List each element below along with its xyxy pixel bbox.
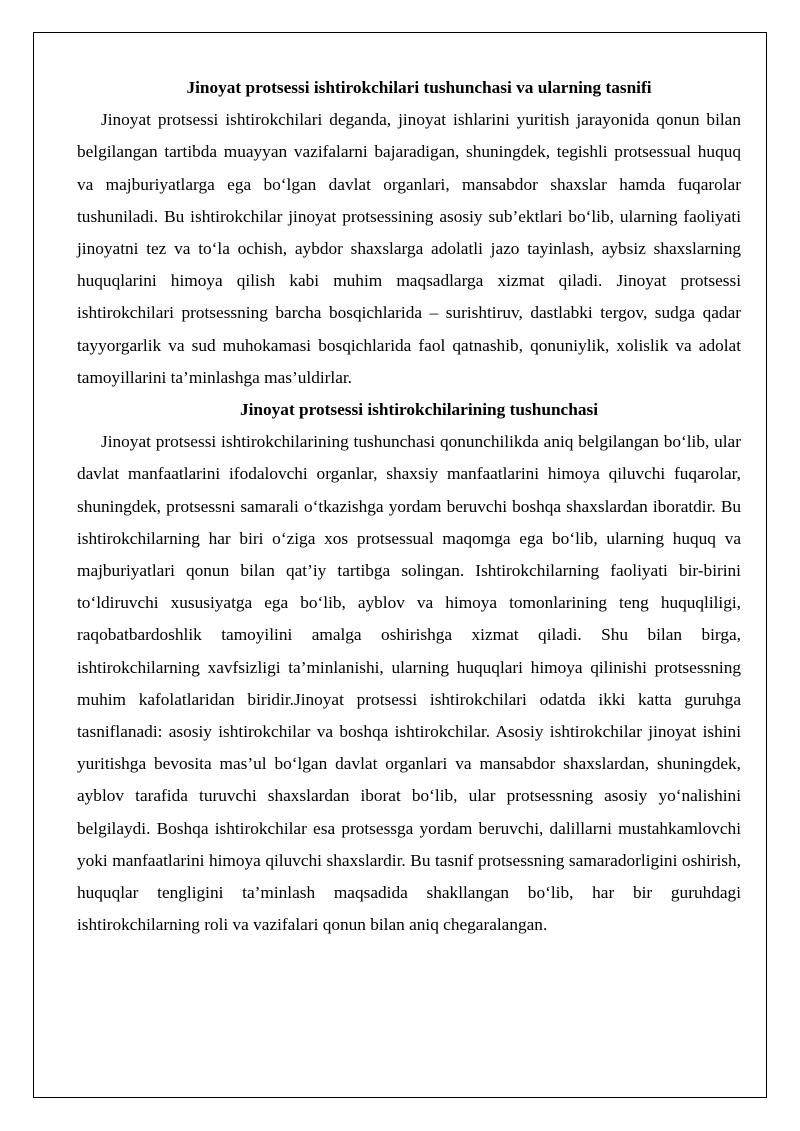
document-title: Jinoyat protsessi ishtirokchilari tushunchasi va ularning tasnifi — [186, 78, 652, 97]
section-heading: Jinoyat protsessi ishtirokchilarining tushunchasi — [239, 400, 599, 420]
paragraph-concept-and-classification: Jinoyat protsessi ishtirokchilarining tushunchasi qonunchilikda aniq belgilangan boʻlib, ular davlat manfaatlarini ifodalovchi organlar, shaxsiy manfaatlarini himoya qiluvchi fuqarolar, shuningdek, protsessni samarali oʻtkazishga yordam beruvchi boshqa shaxslardan iboratdir. Bu ishtirokchilarning har biri oʻziga xos protsessual maqomga ega boʻlib, ularning huquq va majburiyatlari qonun bilan qat’iy tartibga solingan. Ishtirokchilarning faoliyati bir-birini toʻldiruvchi xususiyatga ega boʻlib, ayblov va himoya tomonlarining teng huquqliligi, raqobatbardoshlik tamoyilini amalga oshirishga xizmat qiladi. Shu bilan birga, ishtirokchilarning xavfsizligi ta’minlanishi, ularning huquqlari himoya qilinishi protsessning muhim kafolatlaridan biridir.Jinoyat protsessi ishtirokchilari odatda ikki katta guruhga tasniflanadi: asosiy ishtirokchilar va boshqa ishtirokchilar. Asosiy ishtirokchilar jinoyat ishini yuritishga bevosita mas’ul boʻlgan davlat organlari va mansabdor shaxslardan, shuningdek, ayblov tarafida turuvchi shaxslardan iborat boʻlib, ular protsessning asosiy yoʻnalishini belgilaydi. Boshqa ishtirokchilar esa protsessga yordam beruvchi, dalillarni mustahkamlovchi yoki manfaatlarini himoya qiluvchi shaxslardir. Bu tasnif protsessning samaradorligini oshirish, huquqlar tengligini ta’minlash maqsadida shakllangan boʻlib, har bir guruhdagi ishtirokchilarning roli va vazifalari qonun bilan aniq chegaralangan. — [77, 432, 741, 935]
paragraph-introduction: Jinoyat protsessi ishtirokchilari deganda, jinoyat ishlarini yuritish jarayonida qonun bilan belgilangan tartibda muayyan vazifalarni bajaradigan, shuningdek, tegishli protsessual huquq va majburiyatlarga ega boʻlgan davlat organlari, mansabdor shaxslar hamda fuqarolar tushuniladi. Bu ishtirokchilar jinoyat protsessining asosiy sub’ektlari boʻlib, ularning faoliyati jinoyatni tez va toʻla ochish, aybdor shaxslarga adolatli jazo tayinlash, aybsiz shaxslarning huquqlarini himoya qilish kabi muhim maqsadlarga xizmat qiladi. Jinoyat protsessi ishtirokchilari protsessning barcha bosqichlarida – surishtiruv, dastlabki tergov, sudga qadar tayyorgarlik va sud muhokamasi bosqichlarida faol qatnashib, qonuniylik, xolislik va adolat tamoyillarini ta’minlashga mas’uldirlar. — [77, 110, 741, 387]
document-body — [77, 72, 741, 941]
